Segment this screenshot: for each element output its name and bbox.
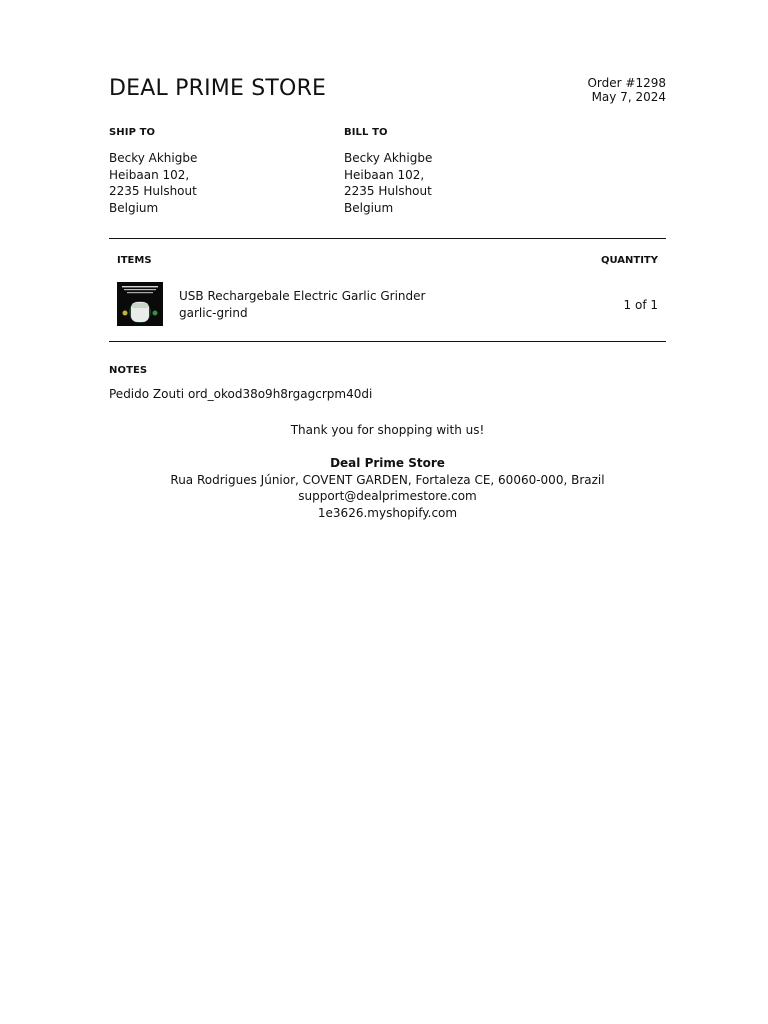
items-bottom-divider	[109, 341, 666, 342]
items-column-header: ITEMS	[117, 255, 152, 266]
ship-to-city: 2235 Hulshout	[109, 184, 197, 199]
items-top-divider	[109, 238, 666, 239]
notes-text: Pedido Zouti ord_okod38o9h8rgagcrpm40di	[109, 387, 373, 401]
ship-to-label: SHIP TO	[109, 127, 156, 138]
item-quantity: 1 of 1	[623, 298, 658, 312]
thank-you-message: Thank you for shopping with us!	[290, 423, 485, 437]
quantity-column-header: QUANTITY	[600, 255, 658, 266]
ship-to-name: Becky Akhigbe	[109, 151, 198, 165]
order-date: May 7, 2024	[591, 90, 666, 104]
line-item	[117, 282, 658, 326]
garlic-grinder-product-image	[117, 282, 163, 326]
ship-to-block	[109, 127, 329, 216]
order-number: Order #1298	[587, 76, 666, 90]
bill-to-country: Belgium	[344, 200, 394, 215]
item-title: USB Rechargebale Electric Garlic Grinder	[179, 289, 426, 303]
notes-section	[109, 365, 372, 402]
bill-to-block	[344, 127, 564, 216]
footer-store-name: Deal Prime Store	[330, 456, 445, 470]
bill-to-label: BILL TO	[344, 127, 388, 138]
store-title: DEAL PRIME STORE	[109, 76, 327, 101]
bill-to-city: 2235 Hulshout	[344, 184, 432, 199]
ship-to-street: Heibaan 102,	[109, 167, 190, 182]
items-header	[117, 255, 658, 267]
footer	[109, 422, 666, 521]
bill-to-street: Heibaan 102,	[344, 167, 425, 182]
notes-label: NOTES	[109, 365, 148, 376]
footer-website: 1e3626.myshopify.com	[317, 505, 458, 520]
footer-email: support@dealprimestore.com	[298, 489, 477, 504]
ship-to-country: Belgium	[109, 200, 159, 215]
order-meta	[587, 76, 666, 104]
bill-to-name: Becky Akhigbe	[344, 151, 433, 165]
footer-address: Rua Rodrigues Júnior, COVENT GARDEN, Fortaleza CE, 60060-000, Brazil	[170, 472, 605, 487]
item-details	[179, 288, 425, 321]
item-sku: garlic-grind	[179, 305, 248, 320]
